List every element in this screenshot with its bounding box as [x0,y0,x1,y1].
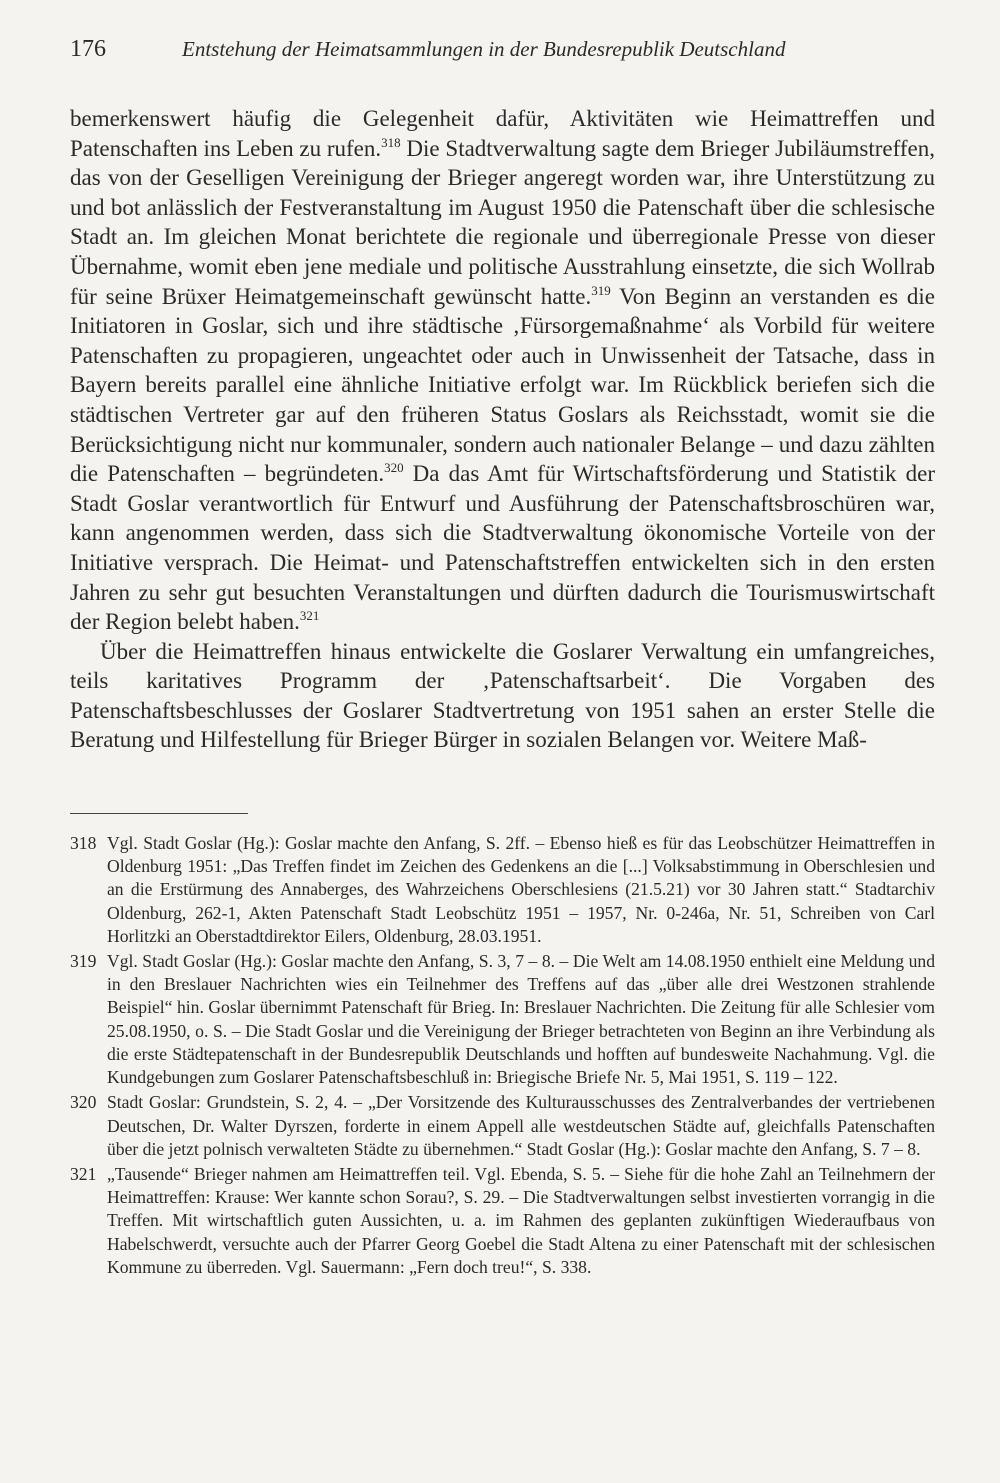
footnote-separator [70,813,248,814]
footnote-ref-319[interactable]: 319 [591,282,611,298]
footnote-ref-320[interactable]: 320 [384,460,404,476]
paragraph-2: Über die Heimattreffen hinaus entwickelte die Goslarer Verwaltung ein umfangreiches, teils karitatives Programm der ‚Patenschaftsarbeit‘. Die Vorgaben des Patenschaftsbeschlusses der Goslarer Stadtvertretung von 1951 sahen an erster Stelle die Beratung und Hilfestellung für Brieger Bürger in sozialen Belangen vor. Weitere Maß- [70,638,935,753]
paragraph-1 [70,104,935,637]
footnote-text: Vgl. Stadt Goslar (Hg.): Goslar machte den Anfang, S. 3, 7 – 8. – Die Welt am 14.08.1950 enthielt eine Meldung und in den Breslauer Nachrichten wies ein Teilnehmer des Treffens auf das „über alle drei Westzonen strahlende Beispiel“ hin. Goslar übernimmt Patenschaft für Brieg. In: Breslauer Nachrichten. Die Zeitung für alle Schlesier vom 25.08.1950, o. S. – Die Stadt Goslar und die Vereinigung der Brieger betrachteten von Beginn an ihre Verbindung als die erste Städtepatenschaft in der Bundesrepublik Deutschlands und hofften auf bundesweite Nachahmung. Vgl. die Kundgebungen zum Goslarer Patenschaftsbeschluß in: Briegische Briefe Nr. 5, Mai 1951, S. 119 – 122. [107,951,935,1088]
footnote-text: „Tausende“ Brieger nahmen am Heimattreffen teil. Vgl. Ebenda, S. 5. – Siehe für die hohe Zahl an Teilnehmern der Heimattreffen: Krause: Wer kannte schon Sorau?, S. 29. – Die Stadtverwaltungen selbst investierten vorrangig in die Treffen. Mit wirtschaftlich guten Aussichten, u. a. im Rahmen des geplanten zukünftigen Wiederaufbaus von Habelschwerdt, versuchte auch der Pfarrer Georg Goebel die Stadt Altena zu einer Patenschaft mit der schlesischen Kommune zu überreden. Vgl. Sauermann: „Fern doch treu!“, S. 338. [107,1163,935,1277]
footnote-number: 319 [70,951,97,972]
footnotes [70,832,935,1279]
footnote-321 [70,1163,935,1279]
running-head: Entstehung der Heimatsammlungen in der Bundesrepublik Deutschland [182,37,786,61]
footnote-text: Stadt Goslar: Grundstein, S. 2, 4. – „Der Vorsitzende des Kulturausschusses des Zentralverbandes der vertriebenen Deutschen, Dr. Walter Dyrszen, forderte in einem Appell alle westdeutschen Städte auf, gleichfalls Patenschaften über die jetzt polnisch verwalteten Städte zu übernehmen.“ Stadt Goslar (Hg.): Goslar machte den Anfang, S. 7 – 8. [107,1092,935,1159]
footnote-320 [70,1091,935,1161]
footnote-text: Vgl. Stadt Goslar (Hg.): Goslar machte den Anfang, S. 2ff. – Ebenso hieß es für das Leobschützer Heimattreffen in Oldenburg 1951: „Das Treffen findet im Zeichen des Gedenkens an die [...] Volksabstimmung in Oberschlesien und an die Erstürmung des Annaberges, des Wahrzeichens Oberschlesiens (21.5.21) vor 30 Jahren statt.“ Stadtarchiv Oldenburg, 262-1, Akten Patenschaft Stadt Leobschütz 1951 – 1957, Nr. 0-246a, Nr. 51, Schreiben von Carl Horlitzki an Oberstadtdirektor Eilers, Oldenburg, 28.03.1951. [107,833,935,946]
footnote-319 [70,950,935,1089]
footnote-ref-321[interactable]: 321 [299,608,320,624]
paragraph-1-text-c: Von Beginn an verstanden es die Initiatoren in Goslar, sich und ihre städtische ‚Fürsorgemaßnahme‘ als Vorbild für weitere Patenschaften zu propagieren, ungeachtet oder auch in Unwissenheit der Tatsache, dass in Bayern bereits parallel eine ähnliche Initiative erfolgt war. Im Rückblick beriefen sich die städtischen Vertreter gar auf den früheren Status Goslars als Reichsstadt, womit sie die Berücksichtigung nicht nur kommunaler, sondern auch nationaler Belange – und dazu zählten die Patenschaften – begründeten. [70,283,935,487]
footnote-number: 321 [70,1163,97,1184]
footnote-number: 320 [70,1092,97,1113]
paragraph-1-text-b: Die Stadtverwaltung sagte dem Brieger Jubiläumstreffen, das von der Geselligen Vereinigung der Brieger angeregt worden war, ihre Unterstützung zu und bot anlässlich der Festveranstaltung im August 1950 die Patenschaft über die schlesische Stadt an. Im gleichen Monat berichtete die regionale und überregionale Presse von dieser Übernahme, womit eben jene mediale und politische Ausstrahlung einsetzte, die sich Wollrab für seine Brüxer Heimatgemeinschaft gewünscht hatte. [70,135,935,309]
footnote-ref-318[interactable]: 318 [381,134,401,150]
footnote-number: 318 [70,833,97,854]
page-header [70,36,935,80]
paragraph-1-text-a: bemerkenswert häufig die Gelegenheit dafür, Aktivitäten wie Heimattreffen und Patenschaften ins Leben zu rufen. [70,106,935,161]
paragraph-1-text-d: Da das Amt für Wirtschaftsförderung und Statistik der Stadt Goslar verantwortlich für Entwurf und Ausführung der Patenschaftsbroschüren war, kann angenommen werden, dass sich die Stadtverwaltung ökonomische Vorteile von der Initiative versprach. Die Heimat- und Patenschaftstreffen entwickelten sich in den ersten Jahren zu sehr gut besuchten Veranstaltungen und dürften dadurch die Tourismuswirtschaft der Region belebt haben. [70,461,935,635]
page-number: 176 [70,36,106,62]
body-text [70,104,935,755]
footnote-318 [70,832,935,948]
book-page [70,36,935,1281]
